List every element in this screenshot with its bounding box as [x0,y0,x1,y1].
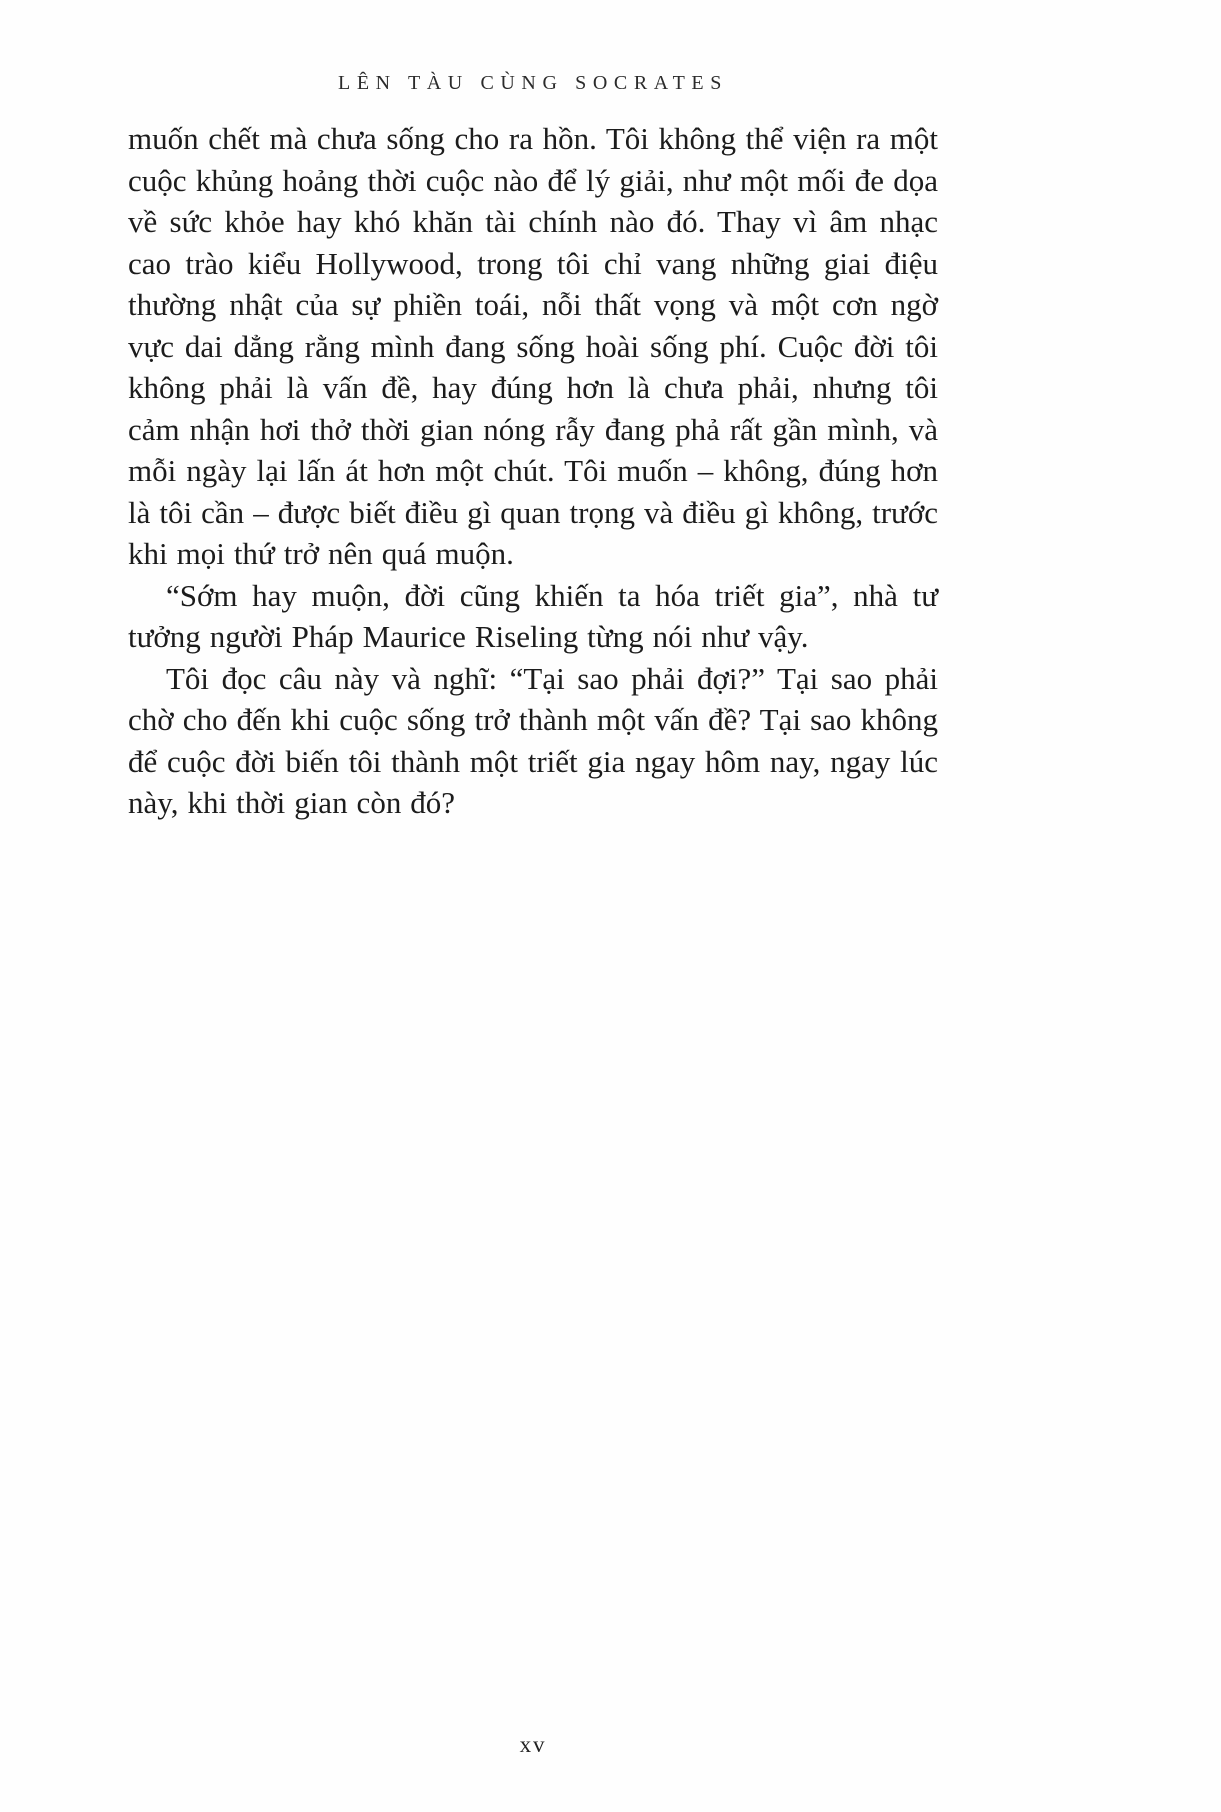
body-text-block [128,118,938,824]
page-number: xv [519,1732,547,1757]
paragraph: muốn chết mà chưa sống cho ra hồn. Tôi không thể viện ra một cuộc khủng hoảng thời cuộc nào để lý giải, như một mối đe dọa về sức khỏe hay khó khăn tài chính nào đó. Thay vì âm nhạc cao trào kiểu Hollywood, trong tôi chỉ vang những giai điệu thường nhật của sự phiền toái, nỗi thất vọng và một cơn ngờ vực dai dẳng rằng mình đang sống hoài sống phí. Cuộc đời tôi không phải là vấn đề, hay đúng hơn là chưa phải, nhưng tôi cảm nhận hơi thở thời gian nóng rẫy đang phả rất gần mình, và mỗi ngày lại lấn át hơn một chút. Tôi muốn – không, đúng hơn là tôi cần – được biết điều gì quan trọng và điều gì không, trước khi mọi thứ trở nên quá muộn. [128,121,938,571]
paragraph: Tôi đọc câu này và nghĩ: “Tại sao phải đợi?” Tại sao phải chờ cho đến khi cuộc sống trở thành một vấn đề? Tại sao không để cuộc đời biến tôi thành một triết gia ngay hôm nay, ngay lúc này, khi thời gian còn đó? [128,660,938,820]
paragraph: “Sớm hay muộn, đời cũng khiến ta hóa triết gia”, nhà tư tưởng người Pháp Maurice Riseling từng nói như vậy. [128,577,938,654]
running-header: LÊN TÀU CÙNG SOCRATES [338,72,728,94]
